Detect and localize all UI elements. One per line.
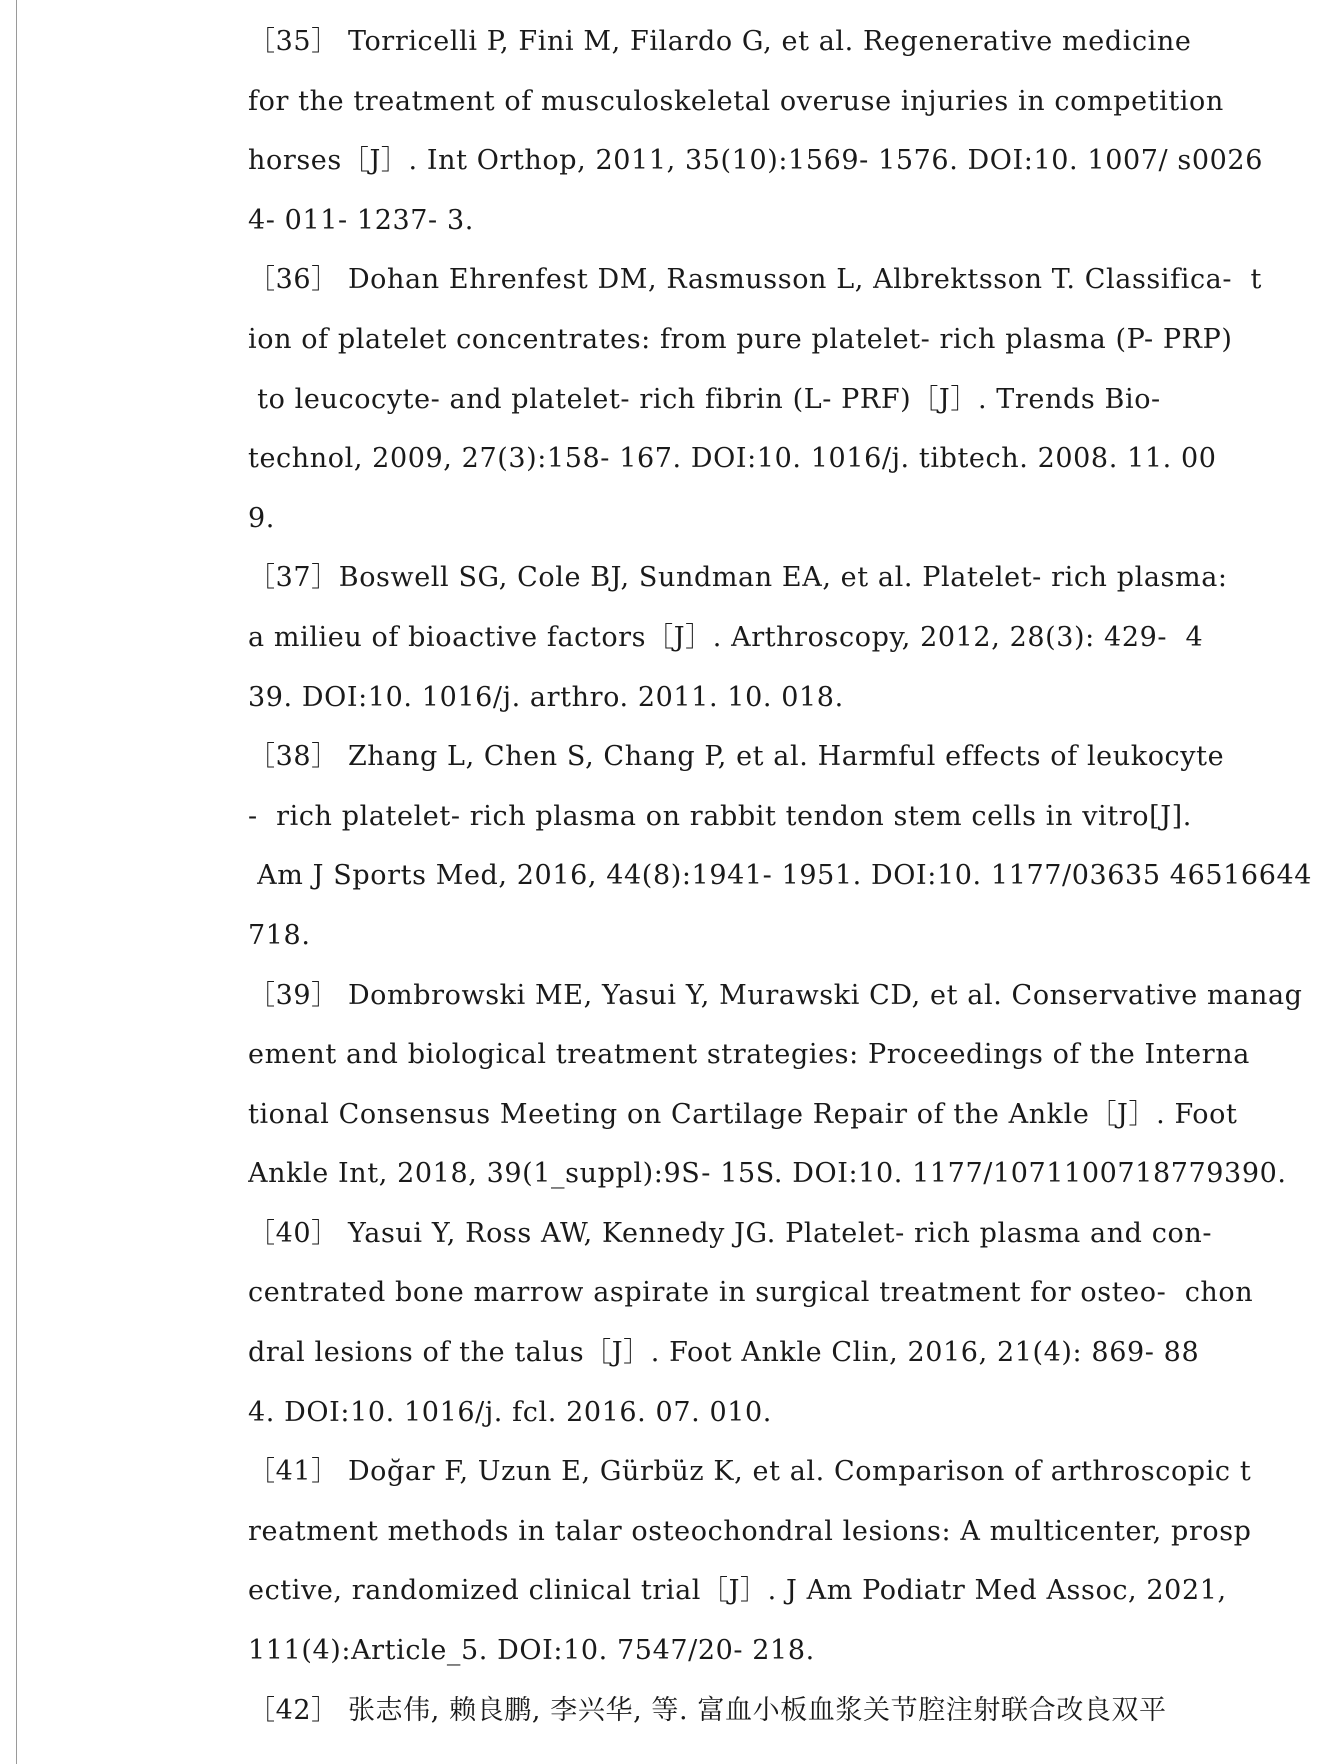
reference-line: 718. [248,919,311,951]
reference-line: ［39］ Dombrowski ME, Yasui Y, Murawski CD, et al. Conservative manag [248,979,1303,1011]
reference-line: - rich platelet- rich plasma on rabbit tendon stem cells in vitro[J]. [248,800,1192,832]
reference-line: 111(4):Article_5. DOI:10. 7547/20- 218. [248,1635,815,1667]
reference-line: ［37］Boswell SG, Cole BJ, Sundman EA, et al. Platelet- rich plasma: [248,562,1228,594]
reference-line: for the treatment of musculoskeletal overuse injuries in competition [248,85,1224,117]
reference-line: ［41］ Doğar F, Uzun E, Gürbüz K, et al. Comparison of arthroscopic t [248,1456,1252,1488]
reference-line: ［42］ 张志伟, 赖良鹏, 李兴华, 等. 富血小板血浆关节腔注射联合改良双平 [248,1694,1167,1726]
reference-line: reatment methods in talar osteochondral lesions: A multicenter, prosp [248,1515,1252,1547]
reference-line: to leucocyte- and platelet- rich fibrin (L- PRF)［J］. Trends Bio- [248,383,1161,415]
reference-line: 4- 011- 1237- 3. [248,204,474,236]
reference-line: 9. [248,502,275,534]
reference-line: a milieu of bioactive factors［J］. Arthroscopy, 2012, 28(3): 429- 4 [248,621,1204,653]
reference-line: ［38］ Zhang L, Chen S, Chang P, et al. Harmful effects of leukocyte [248,741,1225,773]
reference-line: ion of platelet concentrates: from pure platelet- rich plasma (P- PRP) [248,323,1233,355]
reference-line: 39. DOI:10. 1016/j. arthro. 2011. 10. 018. [248,681,844,713]
reference-line: ［36］ Dohan Ehrenfest DM, Rasmusson L, Albrektsson T. Classifica- t [248,264,1262,296]
reference-40 [248,1204,1320,1442]
reference-line: tional Consensus Meeting on Cartilage Repair of the Ankle［J］. Foot [248,1098,1238,1130]
reference-list [248,12,1320,1740]
reference-line: ement and biological treatment strategies: Proceedings of the Interna [248,1039,1250,1071]
reference-37 [248,548,1320,727]
reference-35 [248,12,1320,250]
reference-42 [248,1681,1320,1741]
reference-line: ［35］ Torricelli P, Fini M, Filardo G, et al. Regenerative medicine [248,26,1192,57]
reference-line: centrated bone marrow aspirate in surgical treatment for osteo- chon [248,1277,1254,1309]
reference-line: horses［J］. Int Orthop, 2011, 35(10):1569- 1576. DOI:10. 1007/ s0026 [248,145,1263,177]
page-margin-rule [16,0,17,1764]
reference-line: ［40］ Yasui Y, Ross AW, Kennedy JG. Platelet- rich plasma and con- [248,1217,1213,1249]
reference-line: Ankle Int, 2018, 39(1_suppl):9S- 15S. DOI:10. 1177/1071100718779390. [248,1158,1287,1190]
reference-line: ective, randomized clinical trial［J］. J Am Podiatr Med Assoc, 2021, [248,1575,1227,1607]
reference-36 [248,250,1320,548]
reference-line: dral lesions of the talus［J］. Foot Ankle Clin, 2016, 21(4): 869- 88 [248,1337,1200,1369]
reference-line: technol, 2009, 27(3):158- 167. DOI:10. 1016/j. tibtech. 2008. 11. 00 [248,443,1217,475]
reference-38 [248,727,1320,965]
reference-line: 4. DOI:10. 1016/j. fcl. 2016. 07. 010. [248,1396,772,1428]
reference-line: Am J Sports Med, 2016, 44(8):1941- 1951. DOI:10. 1177/03635 46516644 [248,860,1313,892]
reference-41 [248,1442,1320,1680]
reference-39 [248,966,1320,1204]
